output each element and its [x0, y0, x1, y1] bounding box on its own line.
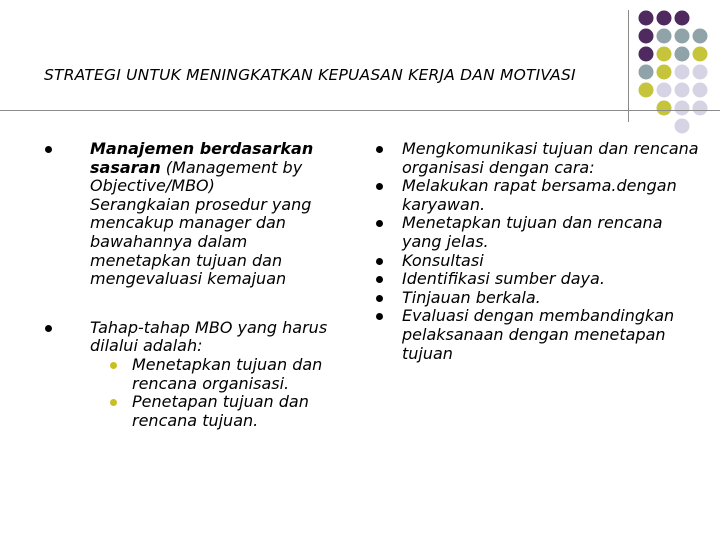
right-column [376, 140, 706, 363]
decorative-dot [675, 11, 690, 26]
decorative-dot [675, 119, 690, 134]
bullet-icon [376, 295, 383, 302]
decorative-dot [675, 65, 690, 80]
list-item [376, 177, 706, 214]
list-item-text: Melakukan rapat bersama.dengan karyawan. [402, 176, 677, 214]
decorative-dot [657, 29, 672, 44]
bullet-icon [376, 313, 383, 320]
bullet-icon [376, 146, 383, 153]
list-item [376, 289, 706, 308]
decorative-dot [675, 47, 690, 62]
list-item [376, 140, 706, 177]
list-item-text: Tinjauan berkala. [402, 287, 541, 307]
decorative-dot [657, 47, 672, 62]
decorative-dot [693, 47, 708, 62]
sub-list-item-text: Menetapkan tujuan dan rencana organisasi. [132, 354, 323, 393]
decorative-dot [657, 65, 672, 80]
decorative-dot [657, 83, 672, 98]
bullet-icon [376, 258, 383, 265]
decorative-dot [657, 11, 672, 26]
list-item-text: Identifikasi sumber daya. [402, 269, 605, 289]
list-item-text: Konsultasi [402, 250, 484, 270]
sub-list-item [90, 356, 344, 393]
list-item-mbo-stages [44, 319, 344, 431]
decorative-dot [675, 29, 690, 44]
decorative-dot [657, 101, 672, 116]
mbo-description: Serangkaian prosedur yang mencakup manager dan bawahannya dalam menetapkan tujuan dan mengevaluasi kemajuan [90, 194, 312, 289]
list-item-mbo [44, 140, 344, 289]
bullet-icon [45, 325, 52, 332]
mbo-stages-sublist [90, 356, 344, 430]
decorative-dot [693, 83, 708, 98]
bullet-icon [110, 399, 117, 406]
decorative-dot [693, 101, 708, 116]
slide-title: STRATEGI UNTUK MENINGKATKAN KEPUASAN KERJA DAN MOTIVASI [44, 66, 576, 84]
decorative-dot [639, 11, 654, 26]
mbo-stages-text: Tahap-tahap MBO yang harus dilalui adalah: [90, 317, 328, 356]
decorative-horizontal-line [0, 110, 720, 111]
mbo-heading-paren: (Management by Objective/MBO) [90, 157, 303, 196]
bullet-icon [45, 146, 52, 153]
decorative-dot [639, 47, 654, 62]
decorative-dot [693, 29, 708, 44]
list-item [376, 307, 706, 363]
bullet-icon [376, 183, 383, 190]
sub-list-item-text: Penetapan tujuan dan rencana tujuan. [132, 392, 309, 430]
list-item-text: Mengkomunikasi tujuan dan rencana organisasi dengan cara: [402, 139, 699, 177]
list-item-text: Menetapkan tujuan dan rencana yang jelas. [402, 213, 663, 251]
list-item [376, 214, 706, 251]
mbo-heading [90, 140, 344, 196]
left-column [44, 140, 344, 430]
decorative-dot [639, 83, 654, 98]
list-item [376, 252, 706, 271]
decorative-vertical-line [628, 10, 629, 122]
decorative-dot [675, 101, 690, 116]
sub-list-item [90, 393, 344, 430]
bullet-icon [110, 362, 117, 369]
decorative-dot [639, 29, 654, 44]
mbo-heading-bold: Manajemen berdasarkan sasaran [90, 139, 314, 177]
decorative-dot [675, 83, 690, 98]
decorative-dot [693, 65, 708, 80]
list-item-text: Evaluasi dengan membandingkan pelaksanaan dengan menetapan tujuan [402, 306, 675, 363]
bullet-icon [376, 276, 383, 283]
decorative-dot [639, 65, 654, 80]
bullet-icon [376, 220, 383, 227]
list-item [376, 270, 706, 289]
